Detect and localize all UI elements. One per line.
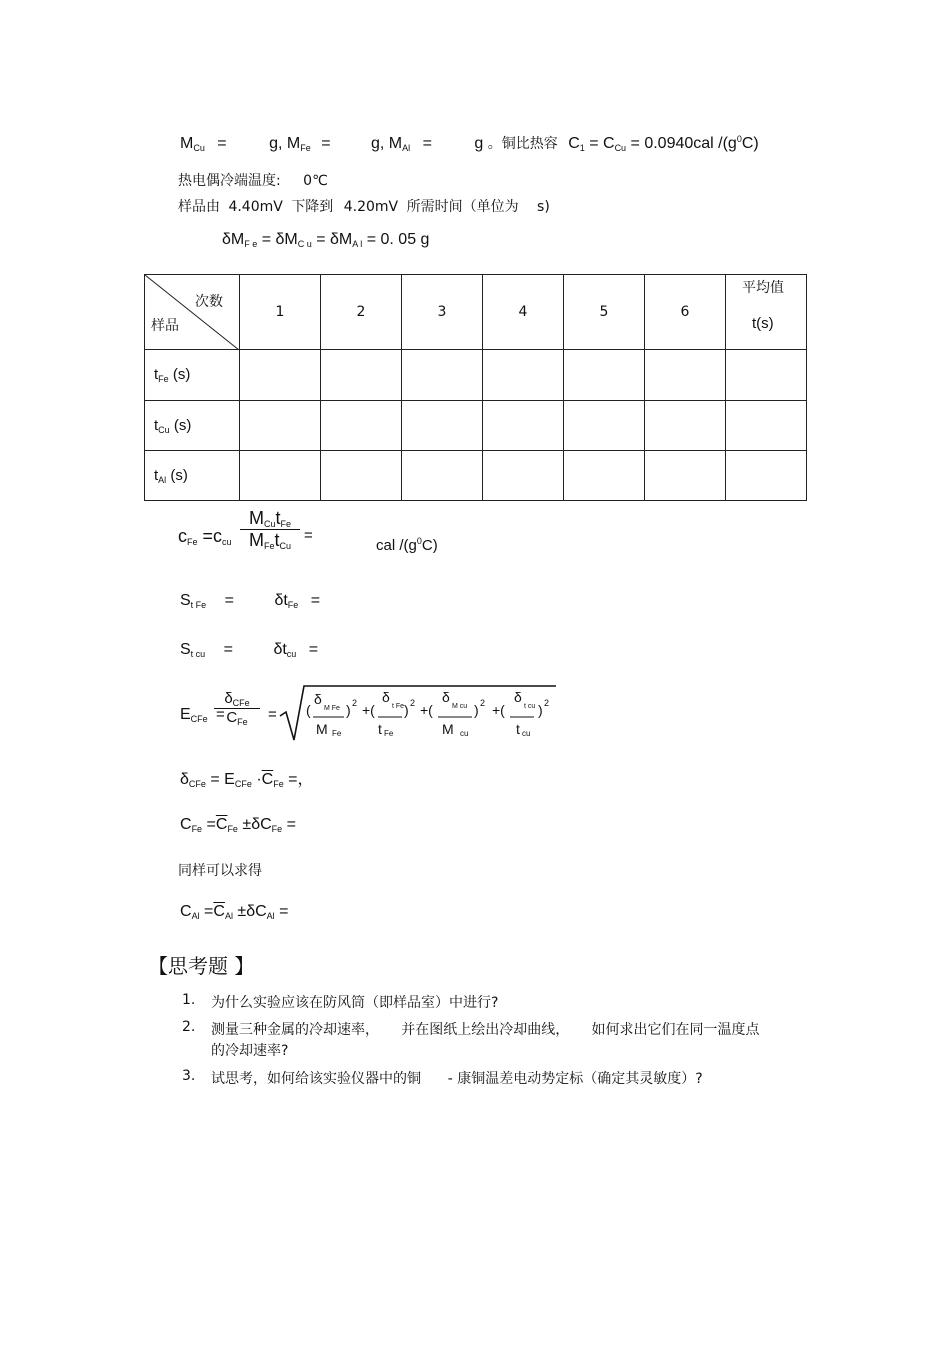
m-cu: $M_{Cu}$ bbox=[180, 135, 205, 153]
col-header-1: 1 bbox=[240, 275, 321, 350]
svg-text:2: 2 bbox=[352, 698, 358, 708]
svg-text:): ) bbox=[346, 702, 351, 718]
e-c-fe-lhs: $E_{CFe}$ bbox=[180, 706, 208, 724]
svg-text:2: 2 bbox=[544, 698, 550, 708]
row-header-fe: $t_{Fe}$ (s) bbox=[145, 350, 240, 401]
s-t-cu: $S_{t cu} = \delta t_{cu}$ = bbox=[180, 641, 319, 659]
m-fe: $M_{Fe}$ bbox=[286, 135, 311, 153]
question-2-continued: 的冷却速率? bbox=[211, 1043, 289, 1059]
svg-text:cu: cu bbox=[460, 729, 469, 738]
svg-text:δ: δ bbox=[514, 689, 522, 705]
svg-text:+(: +( bbox=[420, 702, 433, 718]
svg-text:2: 2 bbox=[480, 698, 486, 708]
svg-text:M Fe: M Fe bbox=[324, 705, 340, 712]
svg-text:): ) bbox=[404, 702, 409, 718]
svg-text:2: 2 bbox=[410, 698, 416, 708]
svg-text:t Fe: t Fe bbox=[392, 703, 405, 710]
questions-title: 【思考题 】 bbox=[148, 954, 255, 978]
m-al: $M_{Al}$ bbox=[388, 135, 411, 153]
svg-text:): ) bbox=[474, 702, 479, 718]
mass-header-line: $M_{Cu} = g$, $M_{Fe} = g$, $M_{Al} = g$ 。铜比热容 $C_1 = C_{Cu} = 0.0940cal$ $/(g^0C)$ bbox=[180, 134, 759, 153]
c-fe-result: $C_{Fe} =\overline{C}_{Fe} \pm\delta C_{Fe}$ = bbox=[180, 816, 296, 834]
col-header-average: 平均值 t(s) bbox=[726, 275, 807, 350]
delta-mass-line: $\delta M_{F e} = \delta M_{C u} = \delta M_{A l} = 0$. 05 g bbox=[222, 231, 430, 249]
svg-text:M cu: M cu bbox=[452, 703, 468, 710]
question-1: 1. 为什么实验应该在防风筒（即样品室）中进行? bbox=[182, 992, 499, 1011]
svg-text:δ: δ bbox=[442, 689, 450, 705]
table-row bbox=[145, 401, 807, 451]
similarly-text: 同样可以求得 bbox=[178, 863, 262, 879]
col-header-3: 3 bbox=[402, 275, 483, 350]
svg-text:Fe: Fe bbox=[384, 729, 394, 738]
col-header-5: 5 bbox=[564, 275, 645, 350]
table-row bbox=[145, 451, 807, 501]
svg-text:Fe: Fe bbox=[332, 729, 342, 738]
svg-text:M: M bbox=[442, 721, 454, 737]
table-row bbox=[145, 350, 807, 401]
row-header-al: $t_{Al}$ (s) bbox=[145, 451, 240, 501]
svg-text:+(: +( bbox=[492, 702, 505, 718]
sqrt-expression bbox=[278, 684, 558, 744]
col-header-6: 6 bbox=[645, 275, 726, 350]
svg-text:t: t bbox=[378, 721, 382, 737]
s-t-fe: $S_{t Fe} = \delta t_{Fe}$ = bbox=[180, 592, 321, 610]
svg-text:): ) bbox=[538, 702, 543, 718]
e-c-fe-fraction: $\delta_{CFe}$ $C_{Fe}$ bbox=[214, 690, 260, 727]
col-header-4: 4 bbox=[483, 275, 564, 350]
formula-c-fe-fraction: $M_{Cu}t_{Fe}$ $M_{Fe}t_{Cu}$ bbox=[240, 508, 300, 551]
col-header-2: 2 bbox=[321, 275, 402, 350]
question-2: 2. 测量三种金属的冷却速率， 并在图纸上绘出冷却曲线， 如何求出它们在同一温度点 bbox=[182, 1019, 760, 1038]
delta-c-fe: $\delta_{CFe} = E_{CFe} \cdot\overline{C}_{Fe}$ =， bbox=[180, 771, 314, 789]
cold-end-line: 热电偶冷端温度: 0℃ bbox=[178, 173, 328, 189]
measurement-table bbox=[144, 274, 807, 501]
row-header-cu: $t_{Cu}$ (s) bbox=[145, 401, 240, 451]
question-3: 3. 试思考，如何给该实验仪器中的铜 - 康铜温差电动势定标（确定其灵敏度）? bbox=[182, 1068, 703, 1087]
formula-c-fe: $c_{Fe} =c_{cu}$ bbox=[178, 526, 232, 547]
table-corner-cell: 次数 样品 bbox=[145, 275, 240, 350]
svg-text:cu: cu bbox=[522, 729, 531, 738]
c-al-result: $C_{Al} =\overline{C}_{Al} \pm\delta C_{Al}$ = bbox=[180, 903, 289, 921]
svg-text:(: ( bbox=[306, 702, 311, 718]
svg-text:t: t bbox=[516, 721, 520, 737]
svg-text:+(: +( bbox=[362, 702, 375, 718]
drop-time-line: 样品由 4.40mV 下降到 4.20mV 所需时间（单位为 s) bbox=[178, 199, 550, 215]
svg-text:δ: δ bbox=[382, 689, 390, 705]
svg-text:δ: δ bbox=[314, 691, 322, 707]
svg-text:t cu: t cu bbox=[524, 703, 536, 710]
c1-symbol: $C_1$ bbox=[568, 135, 585, 153]
corner-diagonal bbox=[145, 275, 239, 350]
formula-c-fe-unit: cal $/(g^0C)$ bbox=[376, 536, 438, 554]
svg-text:M: M bbox=[316, 721, 328, 737]
